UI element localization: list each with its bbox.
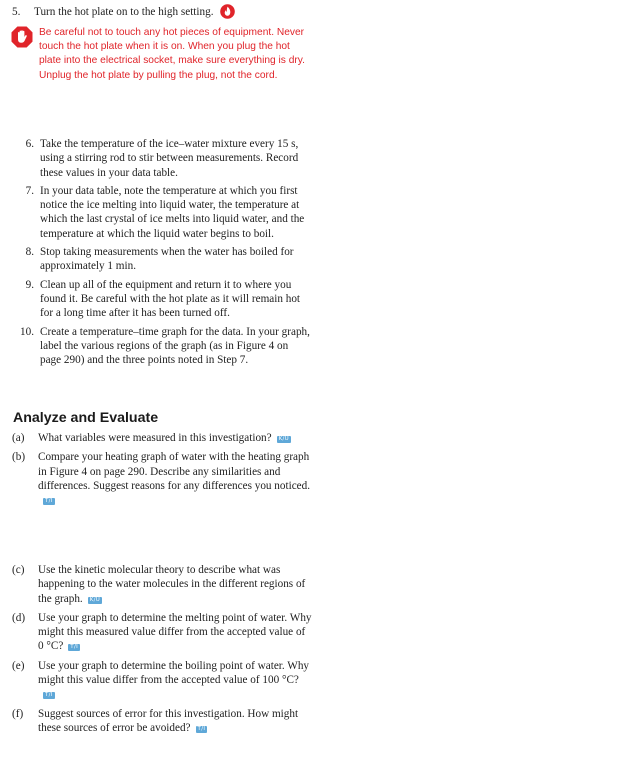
question-label: (c) [12, 564, 25, 576]
question-label: (f) [12, 707, 24, 720]
step-number: 6. [25, 138, 34, 150]
question-text: Suggest sources of error for this investigation. How might these sources of error be avoided? [38, 707, 299, 734]
step-text: In your data table, note the temperature at which you first notice the ice melting into liquid water, the temperature at which the last crystal of ice melts into liquid water, and the temperature at which the liquid water begins to boil. [40, 184, 305, 240]
step-item [16, 278, 312, 321]
question-label: (a) [12, 432, 25, 444]
hot-surface-warning-icon [220, 4, 235, 23]
procedure-steps [16, 137, 312, 371]
thinking-badge: T/I [45, 692, 53, 699]
step-item [16, 325, 312, 368]
question-label: (d) [12, 611, 26, 624]
step-number: 9. [25, 278, 34, 291]
question-text: What variables were measured in this investigation? [38, 432, 272, 444]
question-item [12, 707, 312, 736]
question-text: Use the kinetic molecular theory to describe what was happening to the water molecules in the different regions of the graph. [38, 564, 306, 605]
question-list-2 [12, 563, 312, 740]
question-item [12, 659, 312, 702]
knowledge-badge: K/U [89, 596, 101, 603]
thinking-badge: T/I [197, 725, 206, 732]
thinking-badge: T/I [70, 644, 79, 651]
step-item [16, 137, 312, 180]
question-text: Compare your heating graph of water with the heating graph in Figure 4 on page 290. Describe any similarities and differences. Suggest reasons for any differences you noticed. [38, 451, 311, 492]
step-text: Clean up all of the equipment and return it to where you found it. Be careful with the hot plate as it will remain hot for a long time after it has been turned off. [40, 278, 301, 320]
step-number: 5. [12, 6, 21, 18]
question-list-1 [12, 431, 312, 512]
question-item [12, 563, 312, 606]
step-text: Take the temperature of the ice–water mixture every 15 s, using a stirring rod to stir between measurements. Record these values in your data table. [40, 138, 299, 179]
question-item [12, 450, 312, 507]
step-text: Stop taking measurements when the water has boiled for approximately 1 min. [40, 246, 294, 273]
step-text: Turn the hot plate on to the high setting. [34, 6, 214, 18]
thinking-badge: T/I [45, 498, 53, 505]
section-heading: Analyze and Evaluate [13, 410, 159, 426]
step-item [16, 184, 312, 241]
step-number: 8. [25, 246, 34, 259]
question-text: Use your graph to determine the boiling point of water. Why might this value differ from the accepted value of 100 °C? [38, 659, 310, 687]
question-text: Use your graph to determine the melting point of water. Why might this measured value differ from the accepted value of 0 °C? [38, 611, 312, 653]
question-item [12, 431, 312, 445]
caution-note [11, 26, 311, 83]
step-text: Create a temperature–time graph for the data. In your graph, label the various regions of the graph (as in Figure 4 on page 290) and the three points noted in Step 7. [40, 325, 310, 367]
step-5 [12, 4, 312, 23]
stop-hand-icon [11, 26, 33, 53]
question-item [12, 611, 312, 654]
step-number: 10. [20, 325, 34, 338]
caution-text: Be careful not to touch any hot pieces of equipment. Never touch the hot plate when it is on. When you plug the hot plate into the electrical socket, make sure everything is dry. Unplug the hot plate by pulling the plug, not the cord. [39, 27, 305, 81]
step-item [16, 245, 312, 274]
knowledge-badge: K/U [278, 436, 290, 442]
question-label: (b) [12, 451, 26, 464]
question-label: (e) [12, 659, 25, 672]
step-number: 7. [25, 184, 34, 197]
